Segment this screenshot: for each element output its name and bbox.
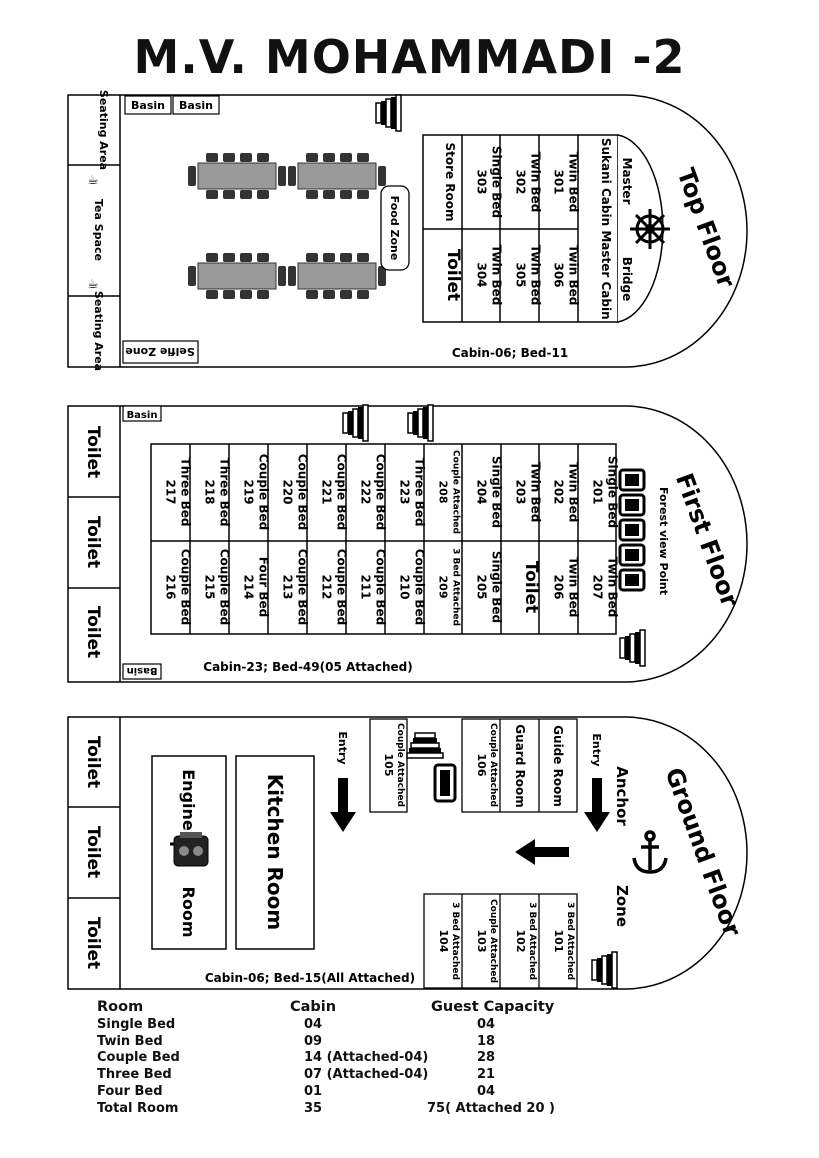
toilet-label: Toilet bbox=[442, 248, 463, 302]
first-floor-caption: Cabin-23; Bed-49(05 Attached) bbox=[203, 660, 413, 674]
cabin-label: 1023 Bed Attached bbox=[513, 902, 538, 980]
summary-cabin-cell: 14 (Attached-04) bbox=[304, 1050, 429, 1066]
summary-room-cell: Three Bed bbox=[97, 1067, 172, 1083]
summary-cabin-cell: 07 (Attached-04) bbox=[304, 1067, 429, 1083]
cabin-label: 201Single Bed bbox=[590, 455, 620, 529]
cabin-label: 304Twin Bed bbox=[474, 244, 504, 306]
entry-label: Entry bbox=[336, 731, 349, 765]
cabin-label: Master Cabin bbox=[599, 230, 614, 320]
engine-icon bbox=[170, 832, 208, 866]
summary-guest-cell: 75( Attached 20 ) bbox=[427, 1100, 555, 1116]
engine-room-label-1: Engine bbox=[179, 769, 198, 831]
toilet-label: Toilet bbox=[83, 735, 103, 789]
ground-floor-caption: Cabin-06; Bed-15(All Attached) bbox=[204, 971, 416, 985]
ground-floor bbox=[68, 717, 747, 989]
anchor-zone-label-1: Anchor bbox=[613, 766, 631, 826]
master-bridge-label: MasterBridge bbox=[620, 157, 634, 302]
cabin-label: 213Couple Bed bbox=[280, 548, 310, 626]
cabin-label: 306Twin Bed bbox=[551, 244, 581, 306]
ground-floor-name: Ground Floor bbox=[659, 763, 747, 941]
summary-guest-cell: 04 bbox=[477, 1083, 496, 1099]
anchor-zone-label-2: Zone bbox=[613, 884, 631, 928]
cabin-label: 202Twin Bed bbox=[551, 461, 581, 523]
toilet-label: Toilet bbox=[520, 560, 541, 614]
cabin-label: 1013 Bed Attached bbox=[551, 902, 576, 980]
cabin-label: 216Couple Bed bbox=[163, 548, 193, 626]
food-zone-label: Food Zone bbox=[388, 195, 401, 261]
tea-space-label: Tea Space bbox=[92, 199, 105, 261]
cabin-label: 210Couple Bed bbox=[397, 548, 427, 626]
top-floor-caption: Cabin-06; Bed-11 bbox=[451, 346, 569, 360]
cabin-label: 205Single Bed bbox=[474, 550, 504, 624]
seating-area-bottom: Seating Area bbox=[92, 290, 105, 372]
cabin-label: 222Couple Bed bbox=[358, 453, 388, 531]
summary-cabin-cell: 04 bbox=[304, 1017, 323, 1032]
cabin-label: 2093 Bed Attached bbox=[436, 548, 461, 626]
cabin-label: 302Twin Bed bbox=[513, 151, 543, 213]
summary-cabin-cell: 01 bbox=[304, 1083, 323, 1099]
toilet-label: Toilet bbox=[83, 916, 103, 970]
cabin-label: 214Four Bed bbox=[241, 556, 271, 618]
cabin-label: 203Twin Bed bbox=[513, 461, 543, 523]
tea-cup-icon: ☕ bbox=[87, 173, 99, 188]
guard-room-label: Guard Room bbox=[513, 724, 527, 808]
basin-label: Basin bbox=[126, 665, 158, 676]
cabin-label: 103Couple Attached bbox=[474, 899, 499, 983]
toilet-label: Toilet bbox=[83, 515, 103, 569]
selfie-zone-label: Selfie Zone bbox=[125, 345, 195, 358]
store-room-label: Store Room bbox=[443, 142, 458, 222]
tea-cup-icon: ☕ bbox=[87, 277, 99, 292]
guide-room-label: Guide Room bbox=[551, 725, 565, 807]
engine-room-label-2: Room bbox=[179, 886, 198, 938]
summary-guest-cell: 21 bbox=[477, 1067, 496, 1083]
first-floor-name: First Floor bbox=[669, 469, 745, 611]
summary-room-cell: Single Bed bbox=[97, 1017, 176, 1032]
top-floor bbox=[68, 90, 747, 371]
cabin-label: 305Twin Bed bbox=[513, 244, 543, 306]
toilet-label: Toilet bbox=[83, 425, 103, 479]
summary-guest-cell: 04 bbox=[477, 1017, 496, 1032]
summary-room-cell: Twin Bed bbox=[97, 1033, 163, 1049]
cabin-label: Sukani Cabin bbox=[599, 137, 614, 227]
summary-room-cell: Four Bed bbox=[97, 1083, 163, 1099]
entry-label: Entry bbox=[590, 733, 603, 767]
cabin-label: 204Single Bed bbox=[474, 455, 504, 529]
summary-header-cabin: Cabin bbox=[290, 999, 337, 1015]
cabin-label: 206Twin Bed bbox=[551, 556, 581, 618]
kitchen-room-label: Kitchen Room bbox=[263, 773, 287, 931]
cabin-label: 1043 Bed Attached bbox=[436, 902, 461, 980]
cabin-label: 208Couple Attached bbox=[436, 450, 461, 534]
cabin-label: 106Couple Attached bbox=[474, 723, 499, 807]
summary-room-cell: Total Room bbox=[97, 1100, 179, 1116]
seating-area-top: Seating Area bbox=[97, 89, 110, 171]
cabin-label: 105Couple Attached bbox=[381, 723, 406, 807]
toilet-label: Toilet bbox=[83, 605, 103, 659]
cabin-label: 219Couple Bed bbox=[241, 453, 271, 531]
cabin-label: 218Three Bed bbox=[202, 457, 232, 527]
summary-guest-cell: 28 bbox=[477, 1050, 496, 1066]
summary-header-room: Room bbox=[97, 999, 144, 1015]
cabin-label: 303Single Bed bbox=[474, 145, 504, 219]
ship-wheel-icon bbox=[630, 209, 670, 249]
summary-room-cell: Couple Bed bbox=[97, 1050, 180, 1066]
summary-header-guest: Guest Capacity bbox=[431, 999, 555, 1015]
basin-label: Basin bbox=[131, 99, 165, 112]
sofa-icon bbox=[620, 470, 644, 590]
first-floor bbox=[68, 405, 747, 682]
cabin-label: 211Couple Bed bbox=[358, 548, 388, 626]
summary-cabin-cell: 35 bbox=[304, 1100, 323, 1116]
summary-cabin-cell: 09 bbox=[304, 1033, 323, 1049]
top-floor-name: Top Floor bbox=[671, 164, 741, 292]
cabin-label: 220Couple Bed bbox=[280, 453, 310, 531]
cabin-label: 215Couple Bed bbox=[202, 548, 232, 626]
basin-label: Basin bbox=[126, 410, 158, 421]
sofa-icon bbox=[435, 765, 455, 801]
page-title: M.V. MOHAMMADI -2 bbox=[133, 30, 686, 84]
cabin-label: 221Couple Bed bbox=[319, 453, 349, 531]
cabin-label: 207Twin Bed bbox=[590, 556, 620, 618]
toilet-label: Toilet bbox=[83, 825, 103, 879]
cabin-label: 212Couple Bed bbox=[319, 548, 349, 626]
cabin-label: 301Twin Bed bbox=[551, 151, 581, 213]
cabin-label: 223Three Bed bbox=[397, 457, 427, 527]
cabin-label: 217Three Bed bbox=[163, 457, 193, 527]
summary-guest-cell: 18 bbox=[477, 1033, 496, 1049]
basin-label: Basin bbox=[179, 99, 213, 112]
forest-view-label: Forest view Point bbox=[657, 486, 670, 596]
